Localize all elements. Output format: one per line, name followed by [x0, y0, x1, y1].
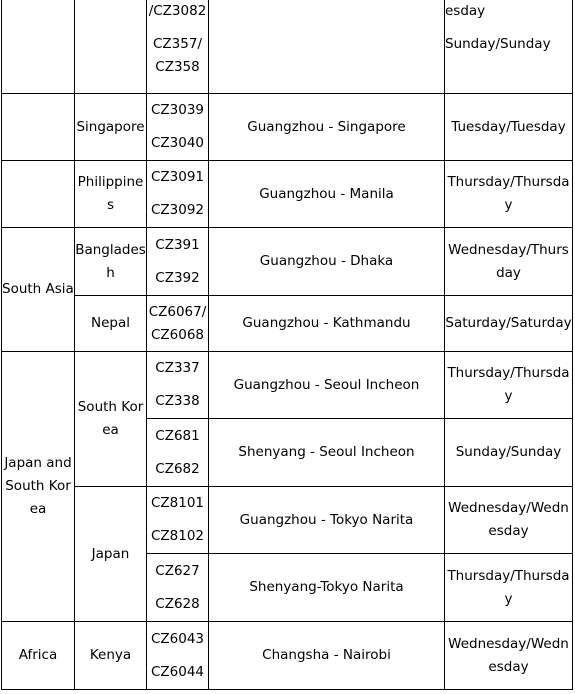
days-cell	[445, 0, 573, 94]
flight-number: CZ628	[155, 595, 200, 612]
table-row	[2, 161, 573, 228]
region-cell: Japan and South Korea	[2, 352, 75, 622]
table-row	[2, 0, 573, 94]
route-cell: Guangzhou - Seoul Incheon	[209, 352, 445, 419]
flight-number: CZ337	[155, 360, 200, 376]
flight-number: CZ3040	[150, 135, 205, 151]
days-cell: Tuesday/Tuesday	[445, 94, 573, 161]
country-cell: South Korea	[75, 352, 147, 487]
table-row	[2, 228, 573, 296]
days-cell: Thursday/Thursday	[445, 554, 573, 622]
flight-number: CZ8102	[150, 528, 205, 544]
country-cell: Nepal	[75, 296, 147, 352]
region-cell	[2, 0, 75, 94]
flight-number: CZ338	[155, 393, 200, 409]
flight-number: /CZ3082	[148, 3, 207, 19]
flight-cell	[147, 94, 209, 161]
flight-cell	[147, 554, 209, 622]
flight-schedule-table	[1, 0, 573, 690]
days-cell: Thursday/Thursday	[445, 352, 573, 419]
flight-number: CZ6044	[150, 663, 205, 680]
days-cell: Wednesday/Thursday	[445, 228, 573, 296]
flight-cell	[147, 161, 209, 228]
table-row	[2, 622, 573, 690]
flight-number: CZ681	[155, 427, 200, 444]
days-text: Sunday/Sunday	[445, 36, 551, 52]
route-cell: Guangzhou - Kathmandu	[209, 296, 445, 352]
flight-cell: CZ6067/CZ6068	[147, 296, 209, 352]
table-row	[2, 94, 573, 161]
route-cell: Guangzhou - Singapore	[209, 94, 445, 161]
flight-cell	[147, 228, 209, 296]
route-cell: Guangzhou - Manila	[209, 161, 445, 228]
days-cell: Thursday/Thursday	[445, 161, 573, 228]
country-cell: Singapore	[75, 94, 147, 161]
flight-number: CZ3092	[150, 202, 205, 218]
route-cell: Shenyang - Seoul Incheon	[209, 419, 445, 487]
flight-number: CZ391	[155, 236, 200, 253]
region-cell: South Asia	[2, 228, 75, 352]
route-cell: Guangzhou - Tokyo Narita	[209, 487, 445, 554]
region-cell	[2, 161, 75, 228]
flight-number: CZ392	[155, 269, 200, 286]
route-cell: Guangzhou - Dhaka	[209, 228, 445, 296]
days-cell: Saturday/Saturday	[445, 296, 573, 352]
flight-number: CZ627	[155, 562, 200, 579]
flight-number: CZ3091	[150, 169, 205, 185]
table-row	[2, 352, 573, 419]
flight-number: CZ8101	[150, 495, 205, 511]
country-cell: Bangladesh	[75, 228, 147, 296]
country-cell: Kenya	[75, 622, 147, 690]
days-cell: Wednesday/Wednesday	[445, 487, 573, 554]
flight-number: CZ3039	[150, 102, 205, 118]
flight-number: CZ682	[155, 460, 200, 477]
table-row	[2, 487, 573, 554]
flight-number: CZ6043	[150, 630, 205, 647]
flight-cell	[147, 419, 209, 487]
route-cell	[209, 0, 445, 94]
country-cell	[75, 0, 147, 94]
flight-number: CZ357/CZ358	[153, 36, 202, 75]
flight-cell	[147, 0, 209, 94]
country-cell: Japan	[75, 487, 147, 622]
flight-cell	[147, 622, 209, 690]
days-cell: Sunday/Sunday	[445, 419, 573, 487]
days-cell: Wednesday/Wednesday	[445, 622, 573, 690]
region-cell	[2, 94, 75, 161]
route-cell: Changsha - Nairobi	[209, 622, 445, 690]
flight-cell	[147, 352, 209, 419]
flight-cell	[147, 487, 209, 554]
table-row	[2, 296, 573, 352]
route-cell: Shenyang-Tokyo Narita	[209, 554, 445, 622]
region-cell: Africa	[2, 622, 75, 690]
days-text: esday	[445, 3, 486, 19]
country-cell: Philippines	[75, 161, 147, 228]
